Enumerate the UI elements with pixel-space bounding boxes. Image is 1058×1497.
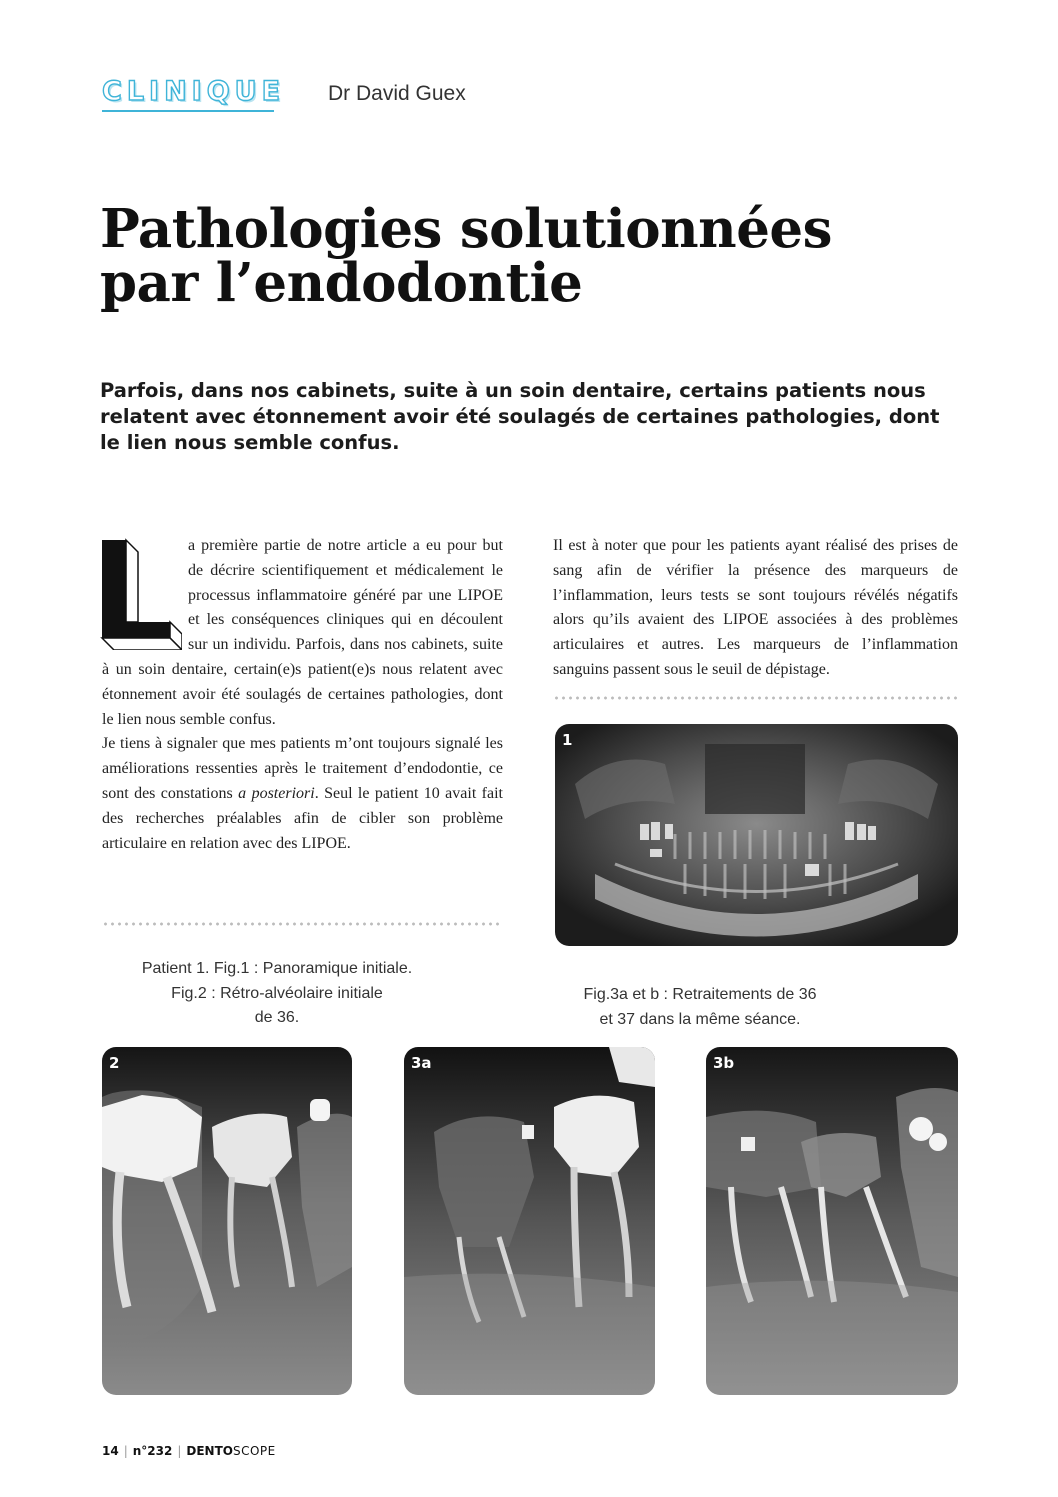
footer-separator: | — [123, 1444, 128, 1458]
figure-3a-number: 3a — [411, 1054, 432, 1072]
author-name: Dr David Guex — [328, 82, 466, 105]
dotted-separator — [102, 922, 503, 926]
figure-2-radiograph — [102, 1047, 352, 1395]
paragraph-2-part1: Je tiens à signaler que mes patients m’ont toujours signalé les améliorations ressenties après le traitement d’endodontie, ce sont des constations — [102, 735, 503, 802]
caption-figure-3 — [538, 983, 862, 1032]
dropcap-letter — [100, 538, 182, 650]
figure-3b-radiograph — [706, 1047, 958, 1395]
article-lead: Parfois, dans nos cabinets, suite à un soin dentaire, certains patients nous relatent avec étonnement avoir été soulagés de certaines pathologies, dont le lien nous semble confus. — [100, 379, 940, 454]
article-title-line1: Pathologies solutionnées — [100, 198, 832, 260]
paragraph-2 — [102, 732, 503, 856]
footer-separator: | — [177, 1444, 182, 1458]
caption-2-line1: Fig.3a et b : Retraitements de 36 — [583, 986, 817, 1003]
paragraph-3: Il est à noter que pour les patients ayant réalisé des prises de sang afin de vérifier la présence des marqueurs de l’inflammation, leurs tests se sont toujours révélés négatifs alors qu’ils avaient des LIPOE associées à des problèmes articulaires et autres. Les marqueurs de l’inflammation sanguins passent sous le seuil de dépistage. — [553, 537, 958, 678]
paragraph-2-emphasis: a posteriori — [238, 784, 315, 802]
brand-bold: DENTO — [186, 1444, 233, 1458]
article-title-line2: par l’endodontie — [100, 252, 583, 314]
body-column-2 — [553, 534, 958, 683]
figure-3b-number: 3b — [713, 1054, 735, 1072]
article-title — [100, 198, 960, 314]
section-tag: CLINIQUE — [102, 76, 286, 107]
page-number: 14 — [102, 1444, 119, 1458]
brand-light: SCOPE — [232, 1444, 276, 1458]
figure-2-number: 2 — [109, 1054, 120, 1072]
figure-3a-radiograph — [404, 1047, 655, 1395]
caption-figures-1-2 — [92, 957, 462, 1031]
figure-1-panoramic — [555, 724, 958, 946]
paragraph-2-part2: . Seul le patient 10 avait fait des recherches préalables afin de cibler son problème articulaire en relation avec des LIPOE. — [102, 784, 503, 852]
figure-1-number: 1 — [562, 731, 573, 749]
caption-2-line2: et 37 dans la même séance. — [599, 1010, 801, 1028]
caption-1-line3: de 36. — [254, 1009, 300, 1026]
caption-1-line2: Fig.2 : Rétro-alvéolaire initiale — [171, 984, 383, 1002]
dotted-separator — [553, 696, 958, 700]
issue-number: n°232 — [132, 1444, 173, 1458]
paragraph-1: a première partie de notre article a eu pour but de décrire scientifiquement et médicalement le processus inflammatoire généré par une LIPOE et les conséquences cliniques qui en découlent sur un individu. Parfois, dans nos cabinets, suite à un soin dentaire, certain(e)s patient(e)s nous relatent avec étonnement avoir été soulagés de certaines pathologies, dont le lien nous semble confus. — [102, 537, 503, 728]
body-column-1 — [102, 534, 503, 856]
caption-1-line1: Patient 1. Fig.1 : Panoramique initiale. — [141, 960, 413, 977]
section-tag-underline — [102, 110, 274, 112]
page-footer — [102, 1444, 276, 1458]
